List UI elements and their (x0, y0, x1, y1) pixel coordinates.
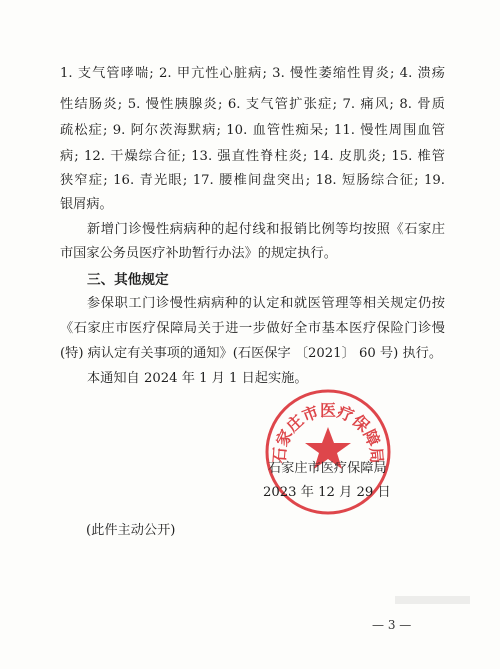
issue-date: 2023 年 12 月 29 日 (263, 485, 391, 500)
disclosure-note: (此件主动公开) (86, 523, 176, 538)
section-heading: 三、其他规定 (87, 272, 169, 288)
body-line: 疏松症; 9. 阿尔茨海默病; 10. 血管性痴呆; 11. 慢性周围血管 (60, 123, 445, 138)
paragraph-line: (特) 病认定有关事项的通知》(石医保字 〔2021〕 60 号) 执行。 (60, 346, 443, 361)
body-line: 银屑病。 (60, 197, 113, 212)
paragraph-line: 参保职工门诊慢性病病种的认定和就医管理等相关规定仍按 (87, 296, 445, 311)
bleed-through-mark (395, 596, 470, 604)
paragraph-line: 市国家公务员医疗补助暂行办法》的规定执行。 (60, 246, 337, 261)
svg-text:石家庄市医疗保障局: 石家庄市医疗保障局 (269, 401, 387, 464)
body-line: 狭窄症; 16. 青光眼; 17. 腰椎间盘突出; 18. 短肠综合征; 19. (60, 173, 445, 188)
paragraph-line: 《石家庄市医疗保障局关于进一步做好全市基本医疗保险门诊慢 (60, 321, 445, 336)
body-line: 病; 12. 干燥综合征; 13. 强直性脊柱炎; 14. 皮肌炎; 15. 椎管 (60, 149, 445, 164)
effective-date-line: 本通知自 2024 年 1 月 1 日起实施。 (87, 371, 308, 386)
issuing-organization: 石家庄市医疗保障局 (268, 461, 387, 476)
paragraph-line: 新增门诊慢性病病种的起付线和报销比例等均按照《石家庄 (87, 222, 445, 237)
body-line: 1. 支气管哮喘; 2. 甲亢性心脏病; 3. 慢性萎缩性胃炎; 4. 溃疡 (60, 66, 445, 81)
body-line: 性结肠炎; 5. 慢性胰腺炎; 6. 支气管扩张症; 7. 痛风; 8. 骨质 (60, 97, 445, 112)
page-number: — 3 — (372, 618, 412, 632)
